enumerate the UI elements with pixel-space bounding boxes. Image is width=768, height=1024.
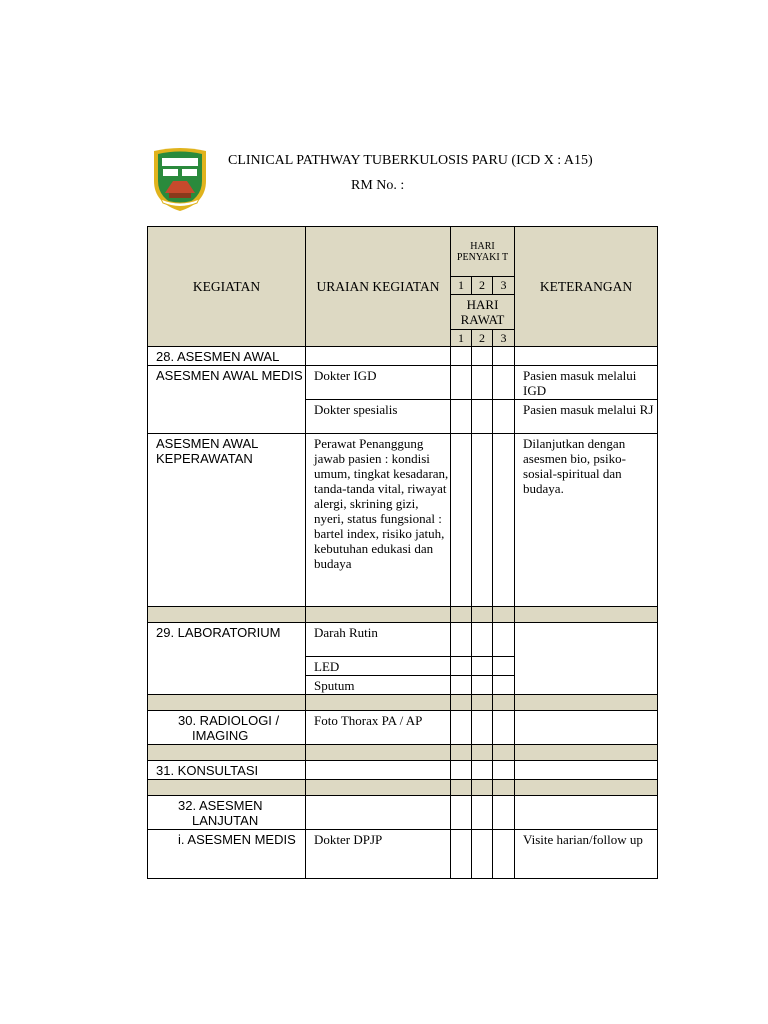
section-31-title: 31. KONSULTASI — [148, 761, 306, 780]
lab-item-led: LED — [306, 657, 451, 676]
section-29-title: 29. LABORATORIUM — [148, 623, 306, 695]
uraian-foto-thorax: Foto Thorax PA / AP — [306, 711, 451, 745]
keterangan-rj: Pasien masuk melalui RJ — [515, 400, 658, 434]
header-kegiatan: KEGIATAN — [148, 227, 306, 347]
table-row — [148, 434, 658, 607]
uraian-dokter-spesialis: Dokter spesialis — [306, 400, 451, 434]
header-rawat-day-2: 2 — [472, 330, 493, 347]
header-day-2: 2 — [472, 277, 493, 295]
table-row — [148, 830, 658, 879]
keterangan-igd: Pasien masuk melalui IGD — [515, 366, 658, 400]
clinical-pathway-table — [147, 226, 658, 879]
keterangan-keperawatan: Dilanjutkan dengan asesmen bio, psiko-sosial-spiritual dan budaya. — [515, 434, 658, 607]
asesmen-awal-keperawatan-label: ASESMEN AWAL KEPERAWATAN — [148, 434, 306, 607]
lab-item-sputum: Sputum — [306, 676, 451, 695]
header-keterangan: KETERANGAN — [515, 227, 658, 347]
rm-number-label: RM No. : — [351, 178, 405, 193]
section-30-title: 30. RADIOLOGI / IMAGING — [148, 711, 306, 745]
header-day-3: 3 — [493, 277, 515, 295]
header-day-1: 1 — [451, 277, 472, 295]
uraian-dokter-dpjp: Dokter DPJP — [306, 830, 451, 879]
section-separator — [148, 695, 658, 711]
uraian-dokter-igd: Dokter IGD — [306, 366, 451, 400]
header-rawat-day-1: 1 — [451, 330, 472, 347]
header-hari-penyakit: HARI PENYAKI T — [451, 227, 515, 277]
header-rawat-day-3: 3 — [493, 330, 515, 347]
section-separator — [148, 780, 658, 796]
table-row — [148, 366, 658, 400]
section-separator — [148, 745, 658, 761]
table-row — [148, 761, 658, 780]
section-separator — [148, 607, 658, 623]
regional-crest-logo — [151, 145, 209, 213]
document-title: CLINICAL PATHWAY TUBERKULOSIS PARU (ICD X : A15) — [228, 153, 593, 168]
header-hari-rawat: HARI RAWAT — [451, 295, 515, 330]
lab-item-darah-rutin: Darah Rutin — [306, 623, 451, 657]
table-row — [148, 796, 658, 830]
asesmen-awal-medis-label: ASESMEN AWAL MEDIS — [148, 366, 306, 434]
section-32-title: 32. ASESMEN LANJUTAN — [148, 796, 306, 830]
keterangan-visite: Visite harian/follow up — [515, 830, 658, 879]
header-uraian-kegiatan: URAIAN KEGIATAN — [306, 227, 451, 347]
uraian-perawat: Perawat Penanggung jawab pasien : kondisi umum, tingkat kesadaran, tanda-tanda vital, riwayat alergi, skrining gizi, nyeri, status fungsional : bartel index, risiko jatuh, kebutuhan edukasi dan budaya — [306, 434, 451, 607]
asesmen-medis-sublabel: i. ASESMEN MEDIS — [148, 830, 306, 879]
table-row — [148, 623, 658, 657]
table-row — [148, 347, 658, 366]
section-28-title: 28. ASESMEN AWAL — [148, 347, 306, 366]
table-row — [148, 711, 658, 745]
